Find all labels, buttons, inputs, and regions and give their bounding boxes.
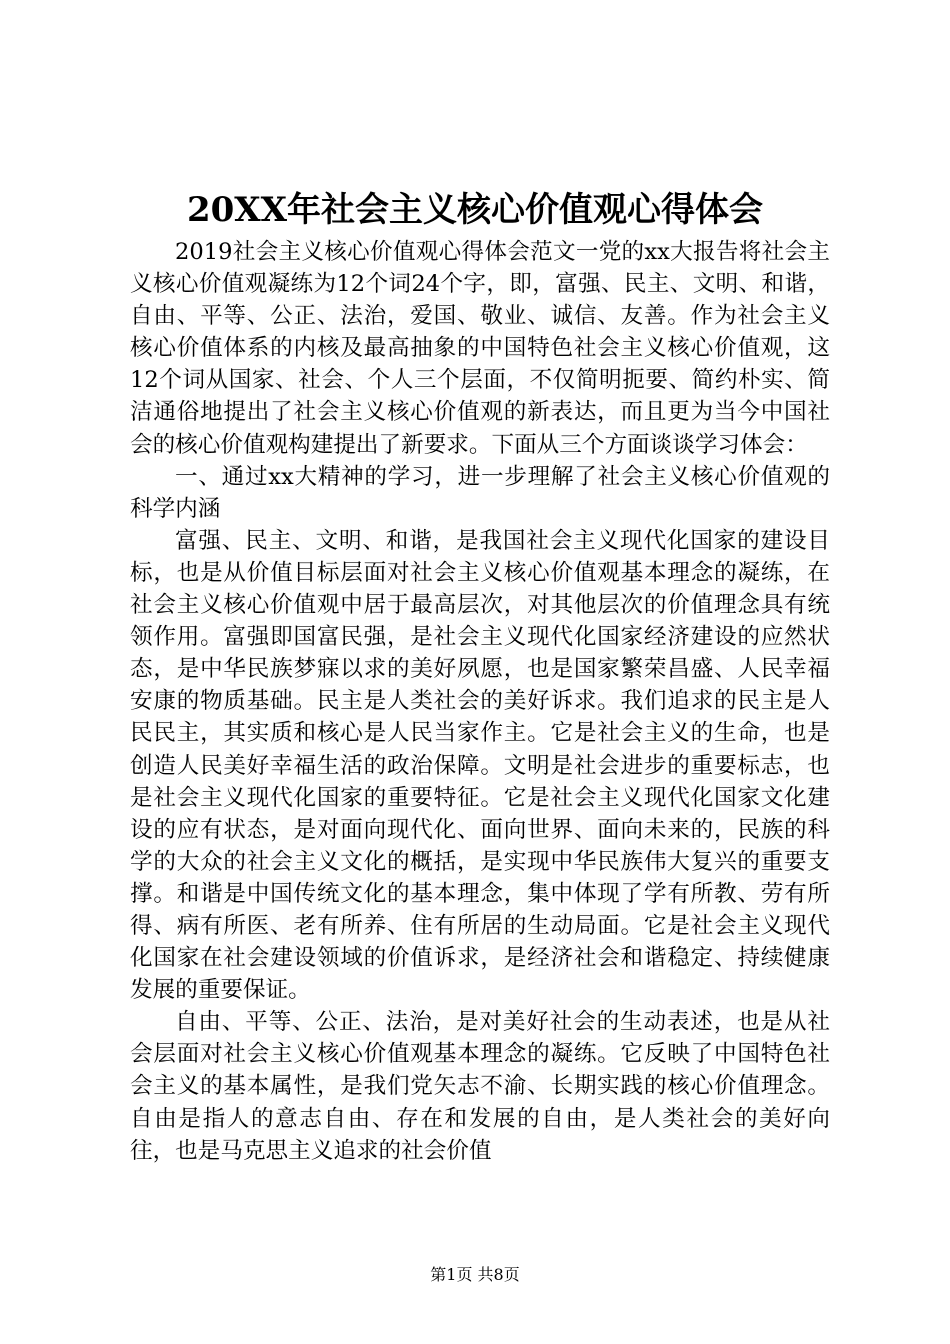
paragraph-social-values: 自由、平等、公正、法治，是对美好社会的生动表述，也是从社会层面对社会主义核心价值观基本理念的凝练。它反映了中国特色社会主义的基本属性，是我们党矢志不渝、长期实践的核心价值理念。自由是指人的意志自由、存在和发展的自由，是人类社会的美好向往，也是马克思主义追求的社会价值 <box>130 1009 830 1164</box>
paragraph-section-heading: 一、通过xx大精神的学习，进一步理解了社会主义核心价值观的科学内涵 <box>130 463 830 522</box>
document-title: 20XX年社会主义核心价值观心得体会 <box>186 190 764 230</box>
paragraph-national-values: 富强、民主、文明、和谐，是我国社会主义现代化国家的建设目标，也是从价值目标层面对社会主义核心价值观基本理念的凝练，在社会主义核心价值观中居于最高层次，对其他层次的价值理念具有统领作用。富强即国富民强，是社会主义现代化国家经济建设的应然状态，是中华民族梦寐以求的美好夙愿，也是国家繁荣昌盛、人民幸福安康的物质基础。民主是人类社会的美好诉求。我们追求的民主是人民民主，其实质和核心是人民当家作主。它是社会主义的生命，也是创造人民美好幸福生活的政治保障。文明是社会进步的重要标志，也是社会主义现代化国家的重要特征。它是社会主义现代化国家文化建设的应有状态，是对面向现代化、面向世界、面向未来的，民族的科学的大众的社会主义文化的概括，是实现中华民族伟大复兴的重要支撑。和谐是中国传统文化的基本理念，集中体现了学有所教、劳有所得、病有所医、老有所养、住有所居的生动局面。它是社会主义现代化国家在社会建设领域的价值诉求，是经济社会和谐稳定、持续健康发展的重要保证。 <box>130 527 830 1004</box>
document-body <box>130 236 830 1167</box>
paragraph-intro: 2019社会主义核心价值观心得体会范文一党的xx大报告将社会主义核心价值观凝练为12个词24个字，即，富强、民主、文明、和谐，自由、平等、公正、法治，爱国、敬业、诚信、友善。作为社会主义核心价值体系的内核及最高抽象的中国特色社会主义核心价值观，这12个词从国家、社会、个人三个层面，不仅简明扼要、简约朴实、简洁通俗地提出了社会主义核心价值观的新表达，而且更为当今中国社会的核心价值观构建提出了新要求。下面从三个方面谈谈学习体会： <box>130 239 830 458</box>
page-footer: 第1页 共8页 <box>430 1265 520 1284</box>
